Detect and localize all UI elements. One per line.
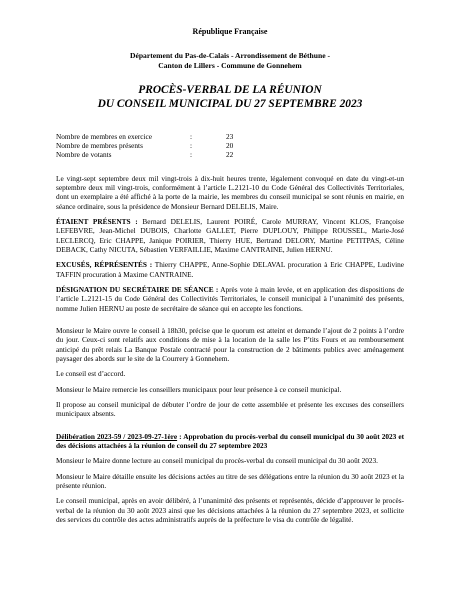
deliberation-paragraph-3: Le conseil municipal, après en avoir délibéré, à l’unanimité des présents et représentés, décide d’approuver le procès-verbal de la réunion du 30 août 2023 ainsi que les décisions attachées à la réunion du 27 septembre 2023, et sollicite des services du contrôle des actes administratifs auprès de la préfecture le visa du contrôle de légalité. [56,496,404,524]
intro-paragraph: Le vingt-sept septembre deux mil vingt-trois à dix-huit heures trente, légalement convoqué en date du vingt-et-un septembre deux mil vingt-trois, conformément à l’article L.2121-10 du Code Général des Collectivités Territoriales, dont un exemplaire a été affiché à la porte de la mairie, les membres du conseil municipal se sont réunis en mairie, en séance ordinaire, sous la présidence de Monsieur Bernard DELELIS, Maire. [56,173,404,211]
secretaire-text: Après vote à main levée, et en application des dispositions de l’article L.2121-15 du Code Général des Collectivités Territoriales, le conseil municipal à l’unanimité des présents, nomme Julien HERNU au poste de secrétaire de séance qui en accepte les fonctions. [56,285,404,313]
department-line-2: Canton de Lillers - Commune de Gonnehem [158,60,302,70]
presents-text: Bernard DELELIS, Laurent POIRÉ, Carole MURRAY, Vincent KLOS, Françoise LEFEBVRE, Jean-Michel DUBOIS, Charlotte GALLET, Pierre DUPLOUY, Philippe ROUSSEL, Marie-José LECLERCQ, Eric CHAPPE, Janique POIRIER, Thierry HUE, Bertrand DELORY, Martine PETITPAS, Céline DEBACK, Cathy NICUTA, Sébastien VERFAILLIE, Maxime CANTRAINE, Julien HERNU. [56,217,404,255]
members-separator: : [190,150,193,160]
thanks-paragraph: Monsieur le Maire remercie les conseillers municipaux pour leur présence à ce conseil municipal. [56,384,342,394]
republic-heading: République Française [192,27,268,36]
excuses-paragraph [56,260,404,279]
presents-paragraph [56,217,404,254]
proposal-paragraph: Il propose au conseil municipal de débuter l’ordre de jour de cette assemblée et présente les excuses des conseillers municipaux absents. [56,399,404,419]
department-heading [56,51,404,70]
opening-paragraph: Monsieur le Maire ouvre le conseil à 18h30, précise que le quorum est atteint et demande l’ajout de 2 points à l’ordre du jour. Ceux-ci sont relatifs aux conditions de mise à la location de la salle les P’tits Fours et au remboursement anticipé du prêt relais La Banque Postale contracté pour la construction de 2 bâtiments publics avec aménagement paysager des abords sur le site de la Courrery à Gonnehem. [56,326,404,363]
secretaire-label: DÉSIGNATION DU SECRÉTAIRE DE SÉANCE : [56,285,219,295]
accord-paragraph: Le conseil est d’accord. [56,369,126,379]
members-row [56,132,404,141]
members-value: 23 [226,131,234,141]
members-separator: : [190,131,193,141]
members-row [56,141,404,150]
members-row [56,150,404,159]
secretaire-paragraph [56,285,404,313]
deliberation-heading [56,432,404,451]
members-label: Nombre de membres présents [56,140,143,150]
excuses-text: Thierry CHAPPE, Anne-Sophie DELAVAL procuration à Eric CHAPPE, Ludivine TAFFIN procuration à Maxime CANTRAINE. [56,260,405,279]
deliberation-label: Délibération 2023-59 / 2023-09-27-1ère [56,431,178,441]
department-line-1: Département du Pas-de-Calais - Arrondissement de Béthune - [129,51,331,61]
document-title [56,84,404,111]
deliberation-paragraph-1: Monsieur le Maire donne lecture au conseil municipal du procès-verbal du conseil municipal du 30 août 2023. [56,456,378,466]
members-value: 22 [226,150,234,160]
members-separator: : [190,140,193,150]
presents-label: ÉTAIENT PRÉSENTS : [56,217,138,227]
members-value: 20 [226,140,234,150]
deliberation-title: : Approbation du procès-verbal du conseil municipal du 30 août 2023 et des décisions attachées à la réunion de conseil du 27 septembre 2023 [56,431,404,450]
title-line-2: DU CONSEIL MUNICIPAL DU 27 SEPTEMBRE 2023 [97,97,363,110]
excuses-label: EXCUSÉS, RÉPRÉSENTÉS : [56,260,153,270]
deliberation-paragraph-2: Monsieur le Maire détaille ensuite les décisions actées au titre de ses délégations entre la réunion du 30 août 2023 et la présente réunion. [56,471,404,490]
members-count-table [56,132,404,160]
title-line-1: PROCÈS-VERBAL DE LA RÉUNION [138,84,322,97]
members-label: Nombre de votants [56,150,112,160]
members-label: Nombre de membres en exercice [56,131,153,141]
